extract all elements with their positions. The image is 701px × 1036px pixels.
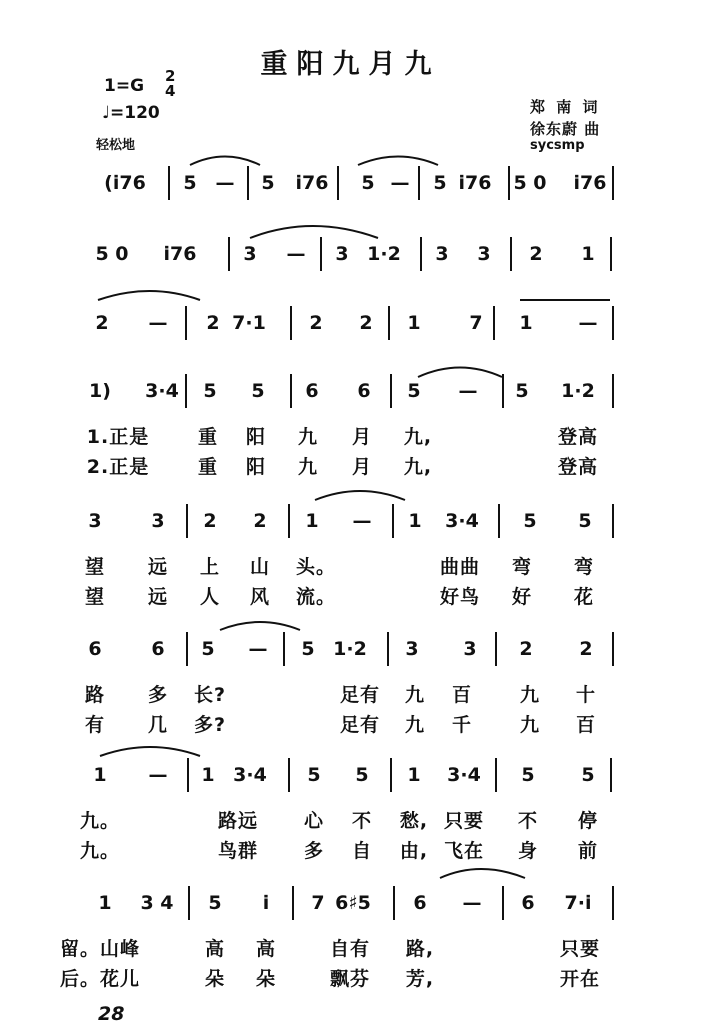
lyric-syllable: 路远: [217, 810, 259, 832]
note: 2: [519, 638, 533, 660]
lyric-syllable: 人: [199, 586, 221, 608]
lyric-syllable: 不: [351, 810, 373, 832]
note: 7: [311, 892, 325, 914]
bar-line: [502, 886, 504, 920]
lyric-syllable: 千: [451, 714, 473, 736]
lyric-syllable: 望: [84, 556, 106, 578]
bar-line: [168, 166, 170, 200]
bar-line: [188, 886, 190, 920]
note: 1: [93, 764, 107, 786]
note: 2: [203, 510, 217, 532]
note: 1): [89, 380, 111, 402]
bar-line: [495, 632, 497, 666]
note: 6: [88, 638, 102, 660]
bar-line: [390, 758, 392, 792]
note: 2: [579, 638, 593, 660]
bar-line: [612, 306, 614, 340]
bar-line: [612, 374, 614, 408]
note: 1: [98, 892, 112, 914]
lyric-syllable: 身: [517, 840, 539, 862]
lyric-syllable: 愁,: [399, 810, 429, 832]
lyricist-credit: 郑 南 词: [530, 98, 601, 116]
bar-line: [186, 504, 188, 538]
lyric-syllable: 上: [199, 556, 221, 578]
note: i̇: [262, 892, 270, 914]
lyric-syllable: 开在: [559, 968, 601, 990]
bar-line: [337, 166, 339, 200]
bar-line: [510, 237, 512, 271]
note: 5: [515, 380, 529, 402]
note: 5: [307, 764, 321, 786]
lyric-syllable: 百: [451, 684, 473, 706]
note: 5 0: [95, 243, 129, 265]
lyric-syllable: 好鸟: [439, 586, 481, 608]
lyric-syllable: 九: [404, 714, 426, 736]
note: 3·4: [233, 764, 267, 786]
bar-line: [493, 306, 495, 340]
song-title: 重阳九月九: [260, 49, 441, 80]
lyric-syllable: 由,: [399, 840, 429, 862]
lyric-syllable: 多: [303, 840, 325, 862]
note: 1·2: [367, 243, 401, 265]
note: 7·1: [232, 312, 266, 334]
note: 2: [253, 510, 267, 532]
lyric-syllable: 好: [511, 586, 533, 608]
time-signature-top: 2: [165, 67, 176, 85]
bar-line: [387, 632, 389, 666]
note: 6: [521, 892, 535, 914]
note: 5: [523, 510, 537, 532]
lyric-syllable: 登高: [557, 426, 599, 448]
lyric-syllable: 九: [297, 456, 319, 478]
note: 1: [305, 510, 319, 532]
lyric-syllable: 月: [351, 456, 373, 478]
lyric-syllable: 阳: [245, 426, 267, 448]
lyric-syllable: 九: [404, 684, 426, 706]
lyric-syllable: 十: [575, 684, 597, 706]
note: 5: [201, 638, 215, 660]
lyric-syllable: 头。: [295, 556, 337, 578]
lyric-syllable: 只要: [443, 810, 485, 832]
note: 2: [309, 312, 323, 334]
composer-credit: 徐东蔚 曲: [530, 120, 601, 138]
note: —: [390, 172, 410, 194]
lyric-syllable: 长?: [193, 684, 227, 706]
note: 6♯5: [335, 892, 371, 914]
lyric-syllable: 百: [575, 714, 597, 736]
lyric-syllable: 月: [351, 426, 373, 448]
note: i̇76: [573, 172, 607, 194]
note: 5: [203, 380, 217, 402]
note: 2: [95, 312, 109, 334]
lyric-syllable: 留。山峰: [59, 938, 141, 960]
lyric-syllable: 路: [84, 684, 106, 706]
note: 3: [463, 638, 477, 660]
lyric-syllable: 九。: [79, 840, 121, 862]
note: —: [215, 172, 235, 194]
note: —: [578, 312, 598, 334]
lyric-syllable: 高: [204, 938, 226, 960]
bar-line: [247, 166, 249, 200]
uploader-credit: sycsmp: [530, 138, 585, 153]
note: 5: [183, 172, 197, 194]
time-signature-bottom: 4: [165, 82, 176, 100]
bar-line: [610, 237, 612, 271]
lyric-syllable: 曲曲: [439, 556, 481, 578]
lyric-syllable: 芳,: [405, 968, 435, 990]
lyric-syllable: 足有: [339, 714, 381, 736]
bar-line: [290, 374, 292, 408]
note: 3 4: [140, 892, 174, 914]
lyric-syllable: 自有: [329, 938, 371, 960]
bar-line: [612, 504, 614, 538]
bar-line: [390, 374, 392, 408]
note: 5 0: [513, 172, 547, 194]
note: 1: [581, 243, 595, 265]
lyric-syllable: 只要: [559, 938, 601, 960]
note: 1: [407, 312, 421, 334]
note: 1·2: [561, 380, 595, 402]
lyric-syllable: 停: [577, 810, 599, 832]
bar-line: [320, 237, 322, 271]
note: 3: [435, 243, 449, 265]
note: 1: [201, 764, 215, 786]
page-number: 28: [98, 1003, 125, 1025]
lyric-syllable: 2.正是: [86, 456, 150, 478]
bar-line: [292, 886, 294, 920]
lyric-syllable: 弯: [573, 556, 595, 578]
note: 1: [407, 764, 421, 786]
note: 6: [151, 638, 165, 660]
bar-line: [508, 166, 510, 200]
lyric-syllable: 登高: [557, 456, 599, 478]
bar-line: [610, 758, 612, 792]
note: (i̇76: [104, 172, 146, 194]
bar-line: [290, 306, 292, 340]
lyric-syllable: 花: [573, 586, 595, 608]
lyric-syllable: 有: [84, 714, 106, 736]
lyric-syllable: 高: [255, 938, 277, 960]
bar-line: [393, 886, 395, 920]
note: 5: [261, 172, 275, 194]
lyric-syllable: 山: [249, 556, 271, 578]
lyric-syllable: 前: [577, 840, 599, 862]
bar-line: [612, 886, 614, 920]
lyric-syllable: 九: [519, 714, 541, 736]
note: —: [286, 243, 306, 265]
note: —: [458, 380, 478, 402]
lyric-syllable: 九,: [403, 426, 433, 448]
note: 5: [355, 764, 369, 786]
note: —: [352, 510, 372, 532]
note: 7·i̇: [564, 892, 592, 914]
bar-line: [288, 504, 290, 538]
note: 5: [521, 764, 535, 786]
lyric-syllable: 飘芬: [329, 968, 371, 990]
bar-line: [498, 504, 500, 538]
note: 2: [206, 312, 220, 334]
note: 3: [151, 510, 165, 532]
lyric-syllable: 不: [517, 810, 539, 832]
note: 3: [88, 510, 102, 532]
bar-line: [185, 374, 187, 408]
note: 3: [243, 243, 257, 265]
note: 5: [407, 380, 421, 402]
lyric-syllable: 阳: [245, 456, 267, 478]
bar-line: [495, 758, 497, 792]
note: 3·4: [145, 380, 179, 402]
lyric-syllable: 重: [197, 456, 219, 478]
expression-marking: 轻松地: [96, 138, 136, 153]
lyric-syllable: 多: [147, 684, 169, 706]
note: 5: [301, 638, 315, 660]
bar-line: [186, 632, 188, 666]
note: —: [462, 892, 482, 914]
lyric-syllable: 远: [147, 586, 169, 608]
lyric-syllable: 几: [147, 714, 169, 736]
note: 3: [405, 638, 419, 660]
lyric-syllable: 自: [351, 840, 373, 862]
lyric-syllable: 九,: [403, 456, 433, 478]
note: —: [248, 638, 268, 660]
note: 1·2: [333, 638, 367, 660]
lyric-syllable: 弯: [511, 556, 533, 578]
bar-line: [612, 632, 614, 666]
note: 2: [529, 243, 543, 265]
bar-line: [612, 166, 614, 200]
bar-line: [185, 306, 187, 340]
note: 3·4: [445, 510, 479, 532]
bar-line: [420, 237, 422, 271]
note: i̇76: [295, 172, 329, 194]
time-signature: [165, 69, 175, 99]
tempo-marking: ♩=120: [102, 103, 160, 123]
lyric-syllable: 九。: [79, 810, 121, 832]
lyric-syllable: 望: [84, 586, 106, 608]
note: 1: [519, 312, 533, 334]
note: 5: [208, 892, 222, 914]
note: 5: [433, 172, 447, 194]
lyric-syllable: 多?: [193, 714, 227, 736]
note: i̇76: [163, 243, 197, 265]
lyric-syllable: 足有: [339, 684, 381, 706]
note: 2: [359, 312, 373, 334]
lyric-syllable: 后。花儿: [59, 968, 141, 990]
note: 3: [335, 243, 349, 265]
lyric-syllable: 鸟群: [217, 840, 259, 862]
bar-line: [288, 758, 290, 792]
note: 5: [361, 172, 375, 194]
bar-line: [228, 237, 230, 271]
bar-line: [283, 632, 285, 666]
lyric-syllable: 重: [197, 426, 219, 448]
note: i̇76: [458, 172, 492, 194]
bar-line: [502, 374, 504, 408]
note: 6: [305, 380, 319, 402]
note: 7: [469, 312, 483, 334]
lyric-syllable: 朵: [255, 968, 277, 990]
lyric-syllable: 1.正是: [86, 426, 150, 448]
note: 3: [477, 243, 491, 265]
key-signature: 1=G: [104, 76, 145, 96]
lyric-syllable: 九: [519, 684, 541, 706]
bar-line: [187, 758, 189, 792]
note: 6: [413, 892, 427, 914]
note: 5: [581, 764, 595, 786]
lyric-syllable: 朵: [204, 968, 226, 990]
note: 5: [578, 510, 592, 532]
lyric-syllable: 路,: [405, 938, 435, 960]
lyric-syllable: 风: [249, 586, 271, 608]
bar-line: [418, 166, 420, 200]
lyric-syllable: 远: [147, 556, 169, 578]
note: —: [148, 312, 168, 334]
note: 6: [357, 380, 371, 402]
lyric-syllable: 九: [297, 426, 319, 448]
bar-line: [388, 306, 390, 340]
note: 1: [408, 510, 422, 532]
lyric-syllable: 飞在: [443, 840, 485, 862]
lyric-syllable: 心: [303, 810, 325, 832]
note: 5: [251, 380, 265, 402]
bar-line: [392, 504, 394, 538]
note: —: [148, 764, 168, 786]
note: 3·4: [447, 764, 481, 786]
lyric-syllable: 流。: [295, 586, 337, 608]
